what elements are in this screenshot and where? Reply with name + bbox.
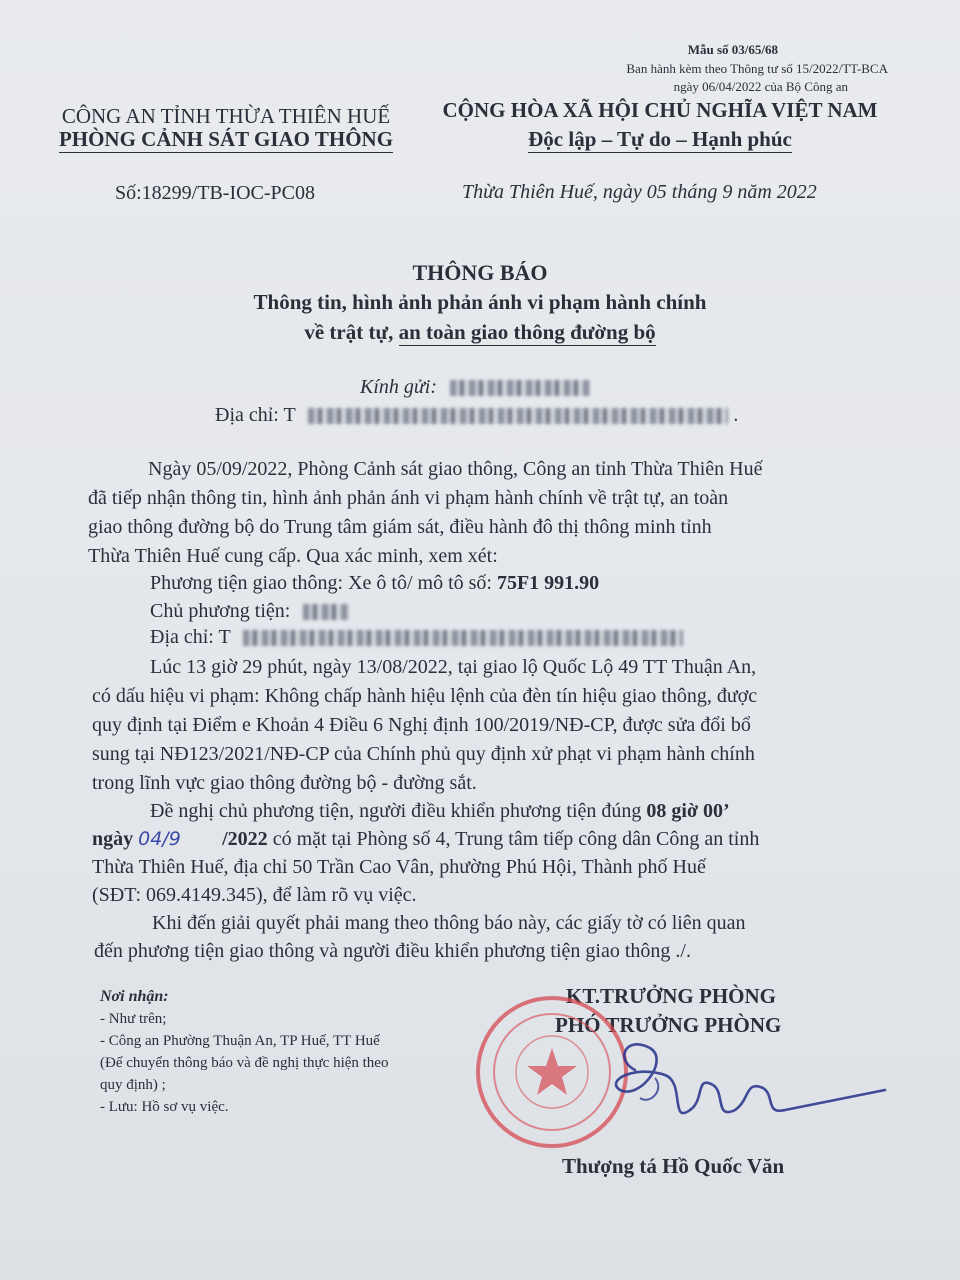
recipient-line: - Lưu: Hồ sơ vụ việc. xyxy=(100,1099,229,1115)
recipients-block xyxy=(100,986,388,1118)
national-motto-text: Độc lập – Tự do – Hạnh phúc xyxy=(528,127,792,151)
p2-line-4: sung tại NĐ123/2021/NĐ-CP của Chính phủ quy định xử phạt vi phạm hành chính xyxy=(92,743,755,765)
p3-line-3: Thừa Thiên Huế, địa chỉ 50 Trần Cao Vân, phường Phú Hội, Thành phố Huế xyxy=(92,856,706,878)
signature-title-1: KT.TRƯỞNG PHÒNG xyxy=(566,984,776,1008)
redacted-name xyxy=(450,380,590,396)
p4-line-2: đến phương tiện giao thông và người điều khiển phương tiện giao thông ./. xyxy=(94,940,691,962)
p2-line-1: Lúc 13 giờ 29 phút, ngày 13/08/2022, tại giao lộ Quốc Lộ 49 TT Thuận An, xyxy=(150,656,757,678)
vehicle-plate: 75F1 991.90 xyxy=(496,572,600,594)
address-suffix: . xyxy=(733,404,739,426)
owner-line xyxy=(150,600,349,623)
owner-address-label: Địa chỉ: xyxy=(150,626,214,648)
recipient-line: (Để chuyển thông báo và đề nghị thực hiện theo xyxy=(100,1055,389,1071)
owner-address-line xyxy=(150,626,683,649)
p3-line-2 xyxy=(92,828,759,851)
appointment-day-label: ngày xyxy=(92,828,134,850)
appointment-time: 08 giờ 00’ xyxy=(646,800,730,822)
p3-line-4: (SĐT: 069.4149.345), để làm rõ vụ việc. xyxy=(92,884,417,906)
redacted-address xyxy=(308,408,728,424)
department-name xyxy=(50,127,402,152)
p2-line-2: có dấu hiệu vi phạm: Không chấp hành hiệu lệnh của đèn tín hiệu giao thông, được xyxy=(92,685,758,707)
subtitle-2-part-a: về trật tự, xyxy=(304,320,394,344)
vehicle-label: Phương tiện giao thông: Xe ô tô/ mô tô số: xyxy=(150,572,497,594)
p3-line-2-text: có mặt tại Phòng số 4, Trung tâm tiếp công dân Công an tỉnh xyxy=(272,828,760,850)
signer-name: Thượng tá Hồ Quốc Văn xyxy=(562,1154,785,1178)
recipients-heading: Nơi nhận: xyxy=(100,988,169,1005)
form-date-line: ngày 06/04/2022 của Bộ Công an xyxy=(673,79,848,94)
signature-title-2: PHÓ TRƯỞNG PHÒNG xyxy=(555,1013,782,1037)
p2-line-3: quy định tại Điểm e Khoản 4 Điều 6 Nghị định 100/2019/NĐ-CP, được sửa đổi bổ xyxy=(92,714,751,736)
appointment-year: /2022 xyxy=(222,828,268,850)
form-issued-line: Ban hành kèm theo Thông tư số 15/2022/TT-BCA xyxy=(626,61,888,76)
redacted-owner xyxy=(303,604,349,620)
handwritten-date: 04/9 xyxy=(138,828,181,850)
p1-line-4: Thừa Thiên Huế cung cấp. Qua xác minh, xem xét: xyxy=(88,545,498,567)
p1-line-1: Ngày 05/09/2022, Phòng Cảnh sát giao thông, Công an tỉnh Thừa Thiên Huế xyxy=(148,458,763,480)
vehicle-line xyxy=(150,572,599,595)
addressee-line xyxy=(360,376,590,399)
p3-line-1 xyxy=(150,800,730,823)
addressee-label: Kính gửi: xyxy=(360,376,438,398)
document-subtitle-1: Thông tin, hình ảnh phản ánh vi phạm hành chính xyxy=(253,290,707,314)
redacted-owner-address xyxy=(243,630,683,646)
address-label: Địa chỉ: xyxy=(215,404,279,426)
document-subtitle-2 xyxy=(0,320,960,345)
owner-label: Chủ phương tiện: xyxy=(150,600,291,622)
handwritten-signature xyxy=(595,1030,895,1140)
p2-line-5: trong lĩnh vực giao thông đường bộ - đường sắt. xyxy=(92,772,477,794)
addressee-address-line xyxy=(215,404,738,427)
agency-name: CÔNG AN TỈNH THỪA THIÊN HUẾ xyxy=(61,104,391,128)
nation-name: CỘNG HÒA XÃ HỘI CHỦ NGHĨA VIỆT NAM xyxy=(442,98,878,122)
p3-line-1-text: Đề nghị chủ phương tiện, người điều khiển phương tiện đúng xyxy=(150,800,642,822)
p1-line-3: giao thông đường bộ do Trung tâm giám sát, điều hành đô thị thông minh tỉnh xyxy=(88,516,712,538)
recipient-line: quy định) ; xyxy=(100,1077,166,1093)
recipient-line: - Công an Phường Thuận An, TP Huế, TT Huế xyxy=(100,1033,380,1049)
owner-address-prefix: T xyxy=(218,626,231,648)
subtitle-2-part-b: an toàn giao thông đường bộ xyxy=(398,320,656,344)
address-prefix: T xyxy=(283,404,296,426)
p1-line-2: đã tiếp nhận thông tin, hình ảnh phản ánh vi phạm hành chính về trật tự, an toàn xyxy=(88,487,729,509)
document-title: THÔNG BÁO xyxy=(412,260,548,285)
national-motto xyxy=(425,127,895,152)
form-number: Mẫu số 03/65/68 xyxy=(687,42,778,57)
department-name-text: PHÒNG CẢNH SÁT GIAO THÔNG xyxy=(58,127,394,151)
reference-number: Số:18299/TB-IOC-PC08 xyxy=(115,182,316,204)
p4-line-1: Khi đến giải quyết phải mang theo thông báo này, các giấy tờ có liên quan xyxy=(152,912,746,934)
place-and-date: Thừa Thiên Huế, ngày 05 tháng 9 năm 2022 xyxy=(462,181,817,203)
recipient-line: - Như trên; xyxy=(100,1011,167,1027)
